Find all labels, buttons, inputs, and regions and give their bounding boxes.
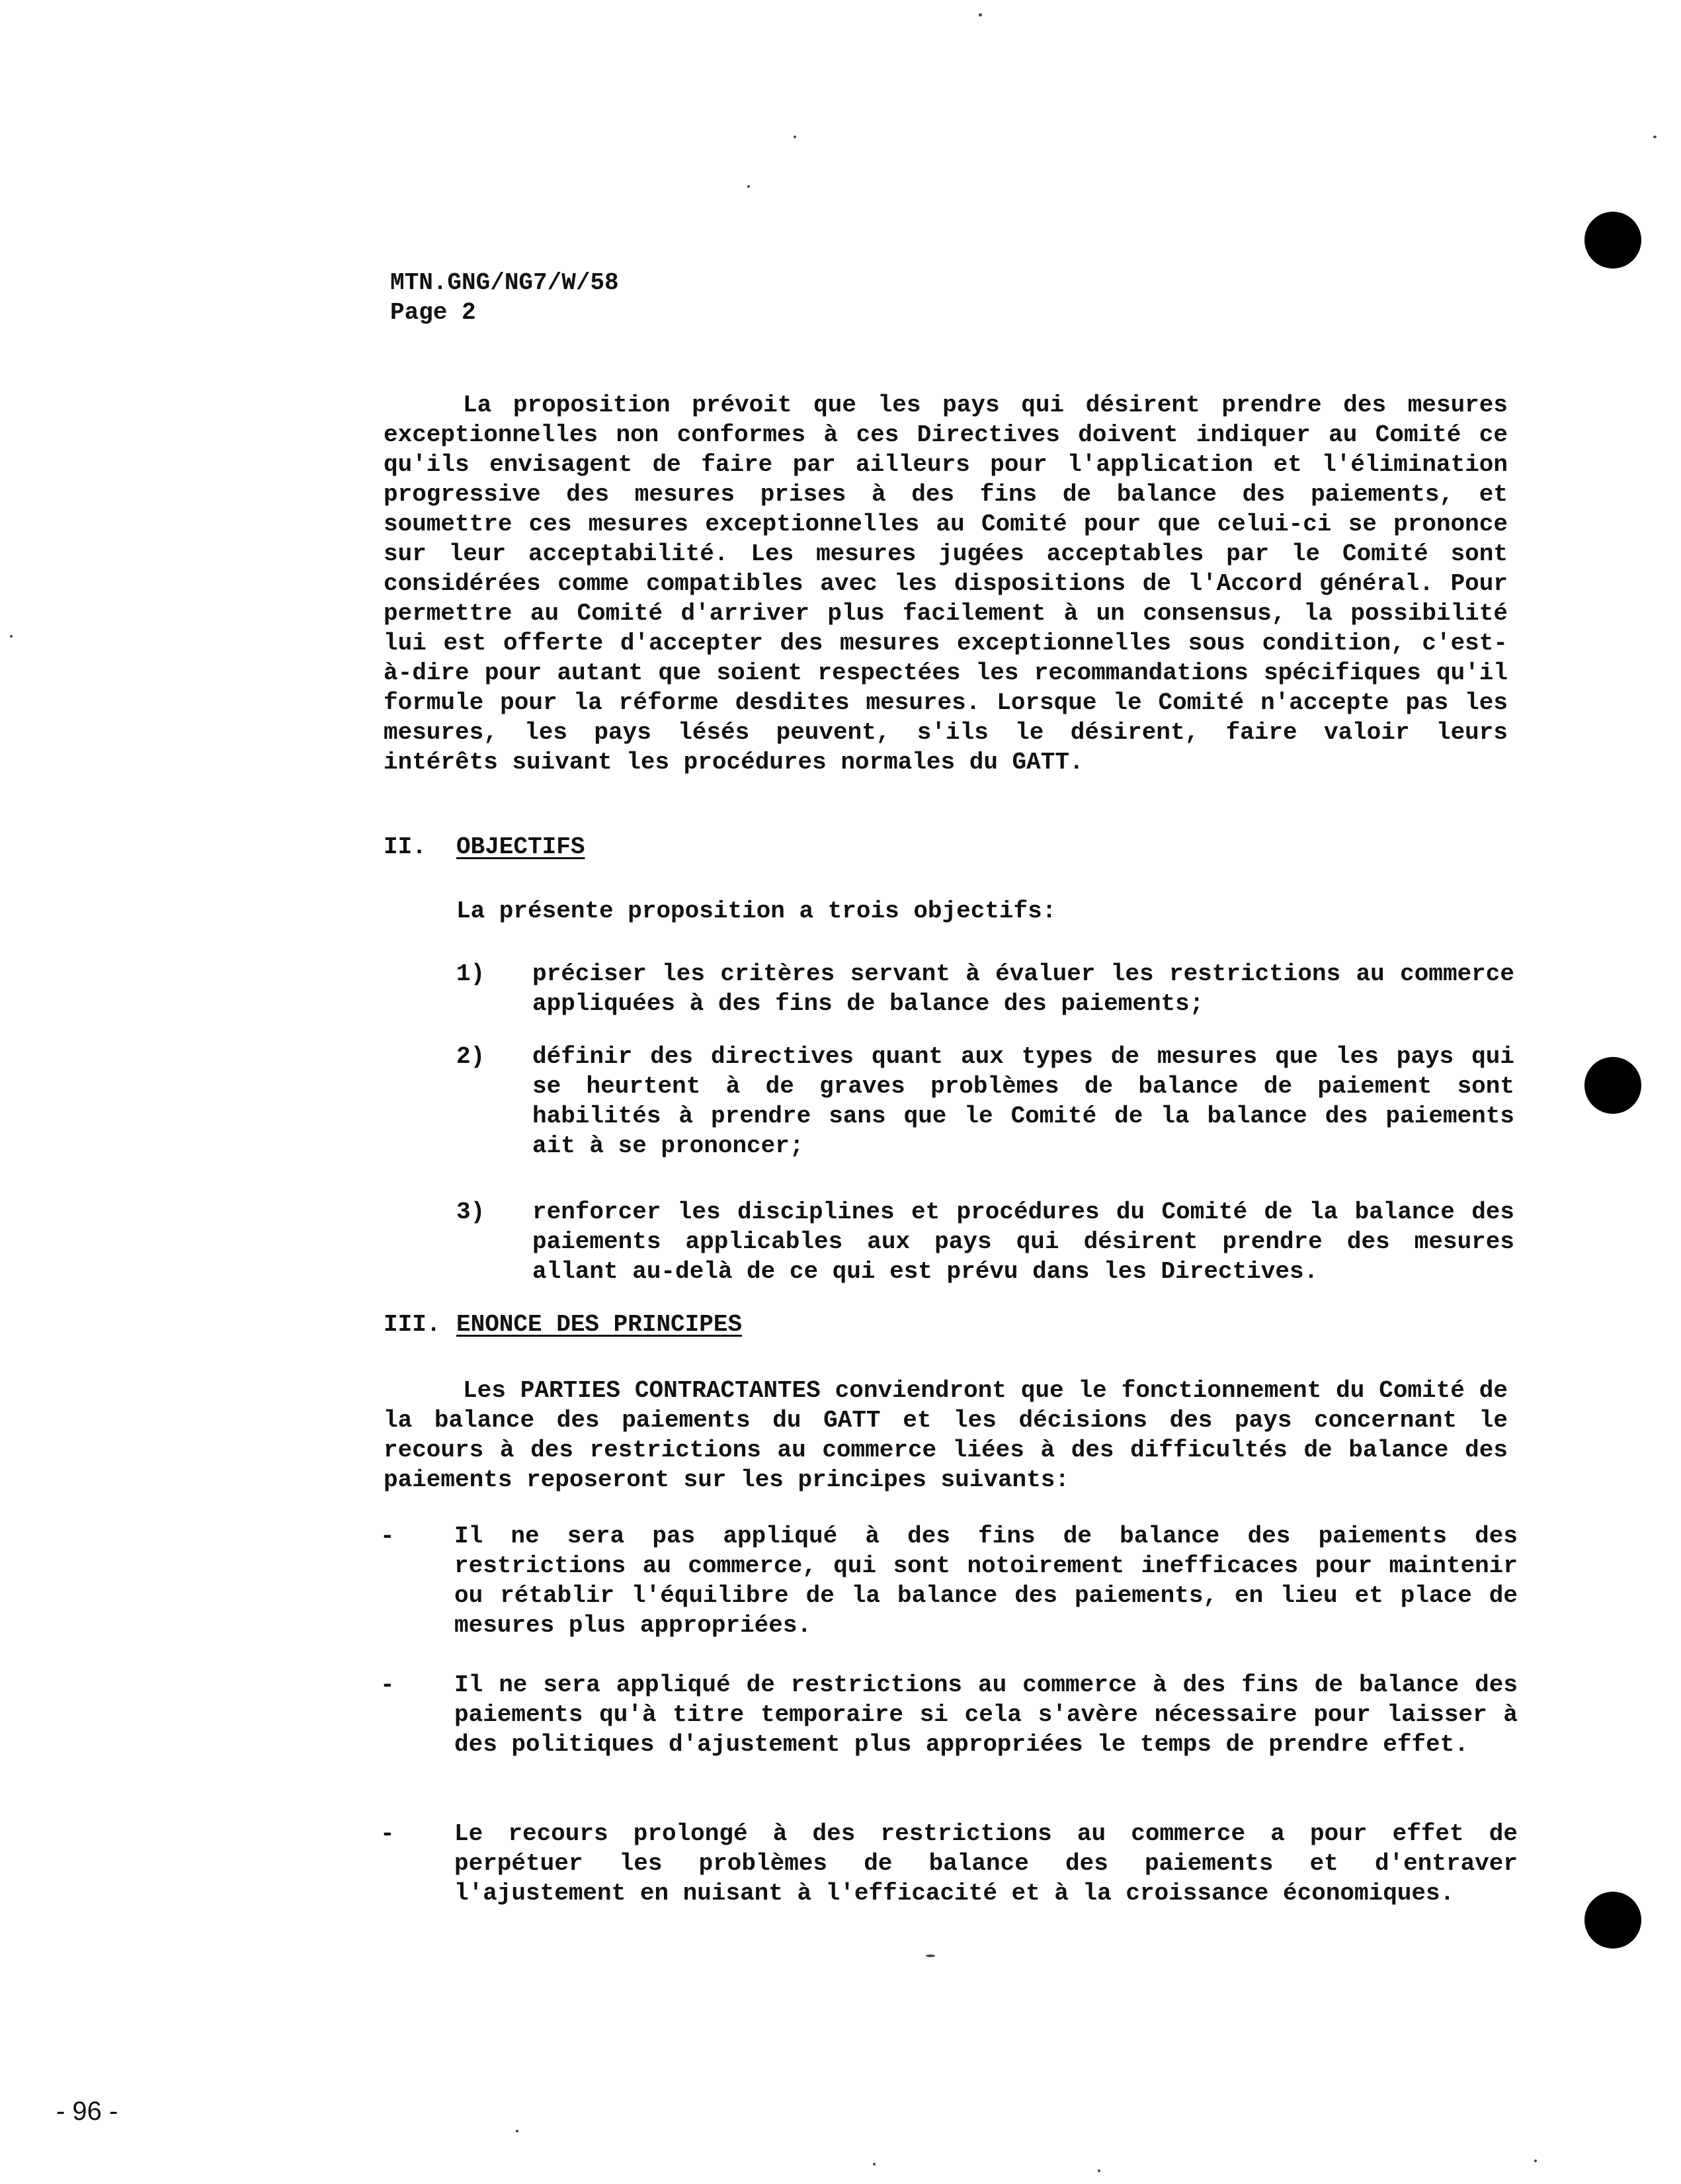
scan-speck <box>926 1954 935 1957</box>
objective-number: 3) <box>456 1198 485 1226</box>
scan-speck <box>1534 2160 1537 2162</box>
objective-text: définir des directives quant aux types de mesures que les pays qui se heurtent à de graves problèmes de balance de paiement sont habilités à prendre sans que le Comité de la balance des paiements ait à se prononcer; <box>532 1043 1514 1159</box>
section-3-number: III. <box>384 1311 441 1338</box>
principle-text: Il ne sera appliqué de restrictions au commerce à des fins de balance des paiements qu'à titre temporaire si cela s'avère nécessaire pour laisser à des politiques d'ajustement plus appropriées le temps de prendre effet. <box>454 1671 1518 1758</box>
section-3-title: ENONCE DES PRINCIPES <box>456 1311 743 1338</box>
bullet-dash: - <box>380 1671 395 1699</box>
objective-item <box>456 1042 1514 1161</box>
objective-text: préciser les critères servant à évaluer les restrictions au commerce appliquées à des fins de balance des paiements; <box>532 960 1514 1017</box>
section-2-intro: La présente proposition a trois objectifs: <box>456 898 1057 925</box>
document-header <box>390 268 619 327</box>
scan-speck <box>516 2130 518 2132</box>
document-symbol: MTN.GNG/NG7/W/58 <box>390 269 619 296</box>
section-3-heading <box>384 1310 742 1339</box>
scan-speck <box>1653 136 1657 138</box>
section-2-heading <box>384 832 585 862</box>
objective-item <box>456 1197 1514 1286</box>
scan-speck <box>979 13 982 17</box>
scan-speck <box>794 136 796 138</box>
objective-item <box>456 959 1514 1019</box>
scan-speck <box>747 185 750 188</box>
bullet-dash: - <box>380 1523 395 1550</box>
punch-hole-top <box>1584 212 1641 269</box>
scan-speck <box>873 2163 876 2165</box>
page-label: Page 2 <box>390 299 476 326</box>
principle-text: Le recours prolongé à des restrictions au commerce a pour effet de perpétuer les problèmes de balance des paiements et d'entraver l'ajustement en nuisant à l'efficacité et à la croissance économiques. <box>454 1820 1518 1907</box>
intro-paragraph: La proposition prévoit que les pays qui désirent prendre des mesures exceptionnelles non conformes à ces Directives doivent indiquer au Comité ce qu'ils envisagent de faire par ailleurs pour l'application et l'élimination progressive des mesures prises à des fins de balance des paiements, et soumettre ces mesures exceptionnelles au Comité pour que celui-ci se prononce sur leur acceptabilité. Les mesures jugées acceptables par le Comité sont considérées comme compatibles avec les dispositions de l'Accord général. Pour permettre au Comité d'arriver plus facilement à un consensus, la possibilité lui est offerte d'accepter des mesures exceptionnelles sous condition, c'est-à-dire pour autant que soient respectées les recommandations spécifiques qu'il formule pour la réforme desdites mesures. Lorsque le Comité n'accepte pas les mesures, les pays lésés peuvent, s'ils le désirent, faire valoir leurs intérêts suivant les procédures normales du GATT. <box>384 392 1508 776</box>
scan-speck <box>10 635 13 638</box>
objective-number: 2) <box>456 1043 485 1070</box>
section-2-number: II. <box>384 833 427 861</box>
bullet-dash: - <box>380 1820 395 1847</box>
punch-hole-bottom <box>1584 1892 1641 1949</box>
objective-number: 1) <box>456 960 485 987</box>
section-3-paragraph: Les PARTIES CONTRACTANTES conviendront que le fonctionnement du Comité de la balance des paiements du GATT et les décisions des pays concernant le recours à des restrictions au commerce liées à des difficultés de balance des paiements reposeront sur les principes suivants: <box>384 1377 1508 1493</box>
scan-speck <box>1098 2169 1100 2172</box>
section-2-title: OBJECTIFS <box>456 833 585 861</box>
principle-bullet <box>380 1521 1518 1640</box>
principle-bullet <box>380 1819 1518 1908</box>
principle-text: Il ne sera pas appliqué à des fins de balance des paiements des restrictions au commerce, qui sont notoirement inefficaces pour maintenir ou rétablir l'équilibre de la balance des paiements, en lieu et place de mesures plus appropriées. <box>454 1523 1518 1639</box>
punch-hole-middle <box>1584 1057 1641 1114</box>
page-number: - 96 - <box>56 2097 118 2126</box>
objective-text: renforcer les disciplines et procédures du Comité de la balance des paiements applicables aux pays qui désirent prendre des mesures allant au-delà de ce qui est prévu dans les Directives. <box>532 1198 1514 1285</box>
principle-bullet <box>380 1670 1518 1759</box>
